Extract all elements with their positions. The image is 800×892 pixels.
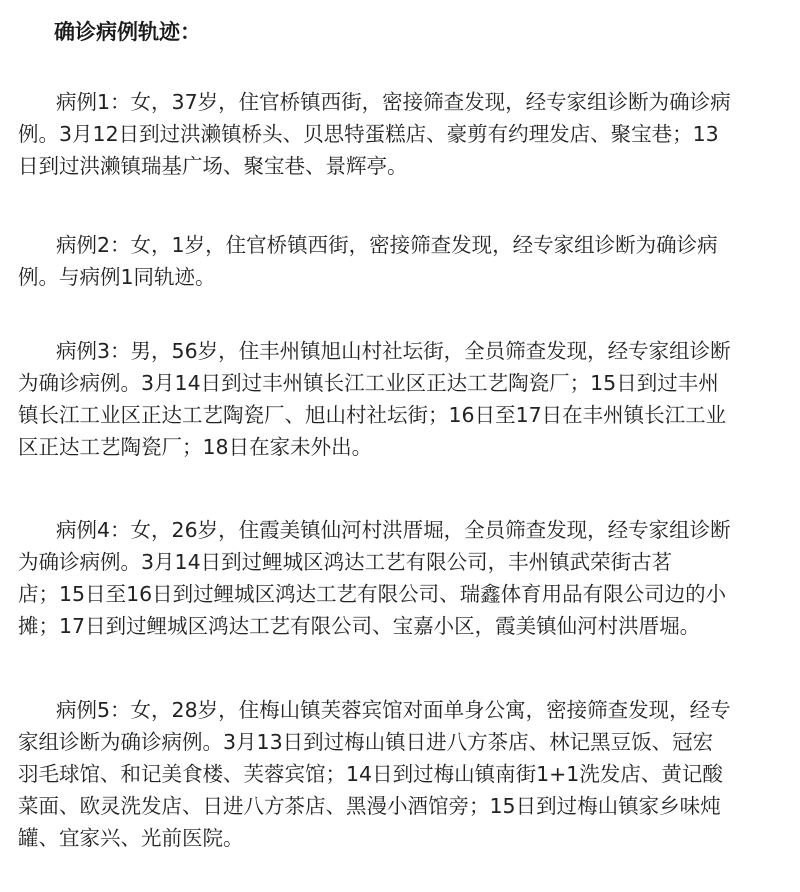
case-paragraph-1 (18, 86, 784, 182)
case-line: 羽毛球馆、和记美食楼、芙蓉宾馆；14日到过梅山镇南街1+1洗发店、黄记酸 (18, 762, 723, 786)
page-title: 确诊病例轨迹： (54, 20, 201, 44)
case-line: 病例5：女，28岁，住梅山镇芙蓉宾馆对面单身公寓，密接筛查发现，经专 (56, 698, 731, 722)
case-line: 日到过洪濑镇瑞基广场、聚宝巷、景辉亭。 (18, 154, 408, 178)
case-line: 病例3：男，56岁，住丰州镇旭山村社坛街，全员筛查发现，经专家组诊断 (56, 339, 731, 363)
case-line: 镇长江工业区正达工艺陶瓷厂、旭山村社坛街；16日至17日在丰州镇长江工业 (18, 403, 727, 427)
case-line: 病例1：女，37岁，住官桥镇西街，密接筛查发现，经专家组诊断为确诊病 (56, 90, 731, 114)
case-paragraph-3 (18, 335, 784, 463)
case-line: 病例4：女，26岁，住霞美镇仙河村洪厝堀，全员筛查发现，经专家组诊断 (56, 518, 731, 542)
case-line: 为确诊病例。3月14日到过丰州镇长江工业区正达工艺陶瓷厂；15日到过丰州 (18, 371, 719, 395)
case-line: 病例2：女，1岁，住官桥镇西街，密接筛查发现，经专家组诊断为确诊病 (56, 233, 718, 257)
case-line: 店；15日至16日到过鲤城区鸿达工艺有限公司、瑞鑫体育用品有限公司边的小 (18, 582, 727, 606)
case-line: 家组诊断为确诊病例。3月13日到过梅山镇日进八方茶店、林记黑豆饭、冠宏 (18, 730, 714, 754)
case-line: 为确诊病例。3月14日到过鲤城区鸿达工艺有限公司，丰州镇武荣街古茗 (18, 550, 673, 574)
case-paragraph-2 (18, 229, 784, 293)
case-line: 罐、宜家兴、光前医院。 (18, 826, 244, 850)
case-line: 菜面、欧灵洗发店、日进八方茶店、黑漫小酒馆旁；15日到过梅山镇家乡味炖 (18, 794, 721, 818)
case-paragraph-4 (18, 514, 784, 642)
case-line: 例。3月12日到过洪濑镇桥头、贝思特蛋糕店、豪剪有约理发店、聚宝巷；13 (18, 122, 719, 146)
case-paragraph-5 (18, 694, 784, 854)
case-line: 摊；17日到过鲤城区鸿达工艺有限公司、宝嘉小区，霞美镇仙河村洪厝堀。 (18, 614, 701, 638)
case-line: 例。与病例1同轨迹。 (18, 265, 216, 289)
case-line: 区正达工艺陶瓷厂；18日在家未外出。 (18, 435, 373, 459)
